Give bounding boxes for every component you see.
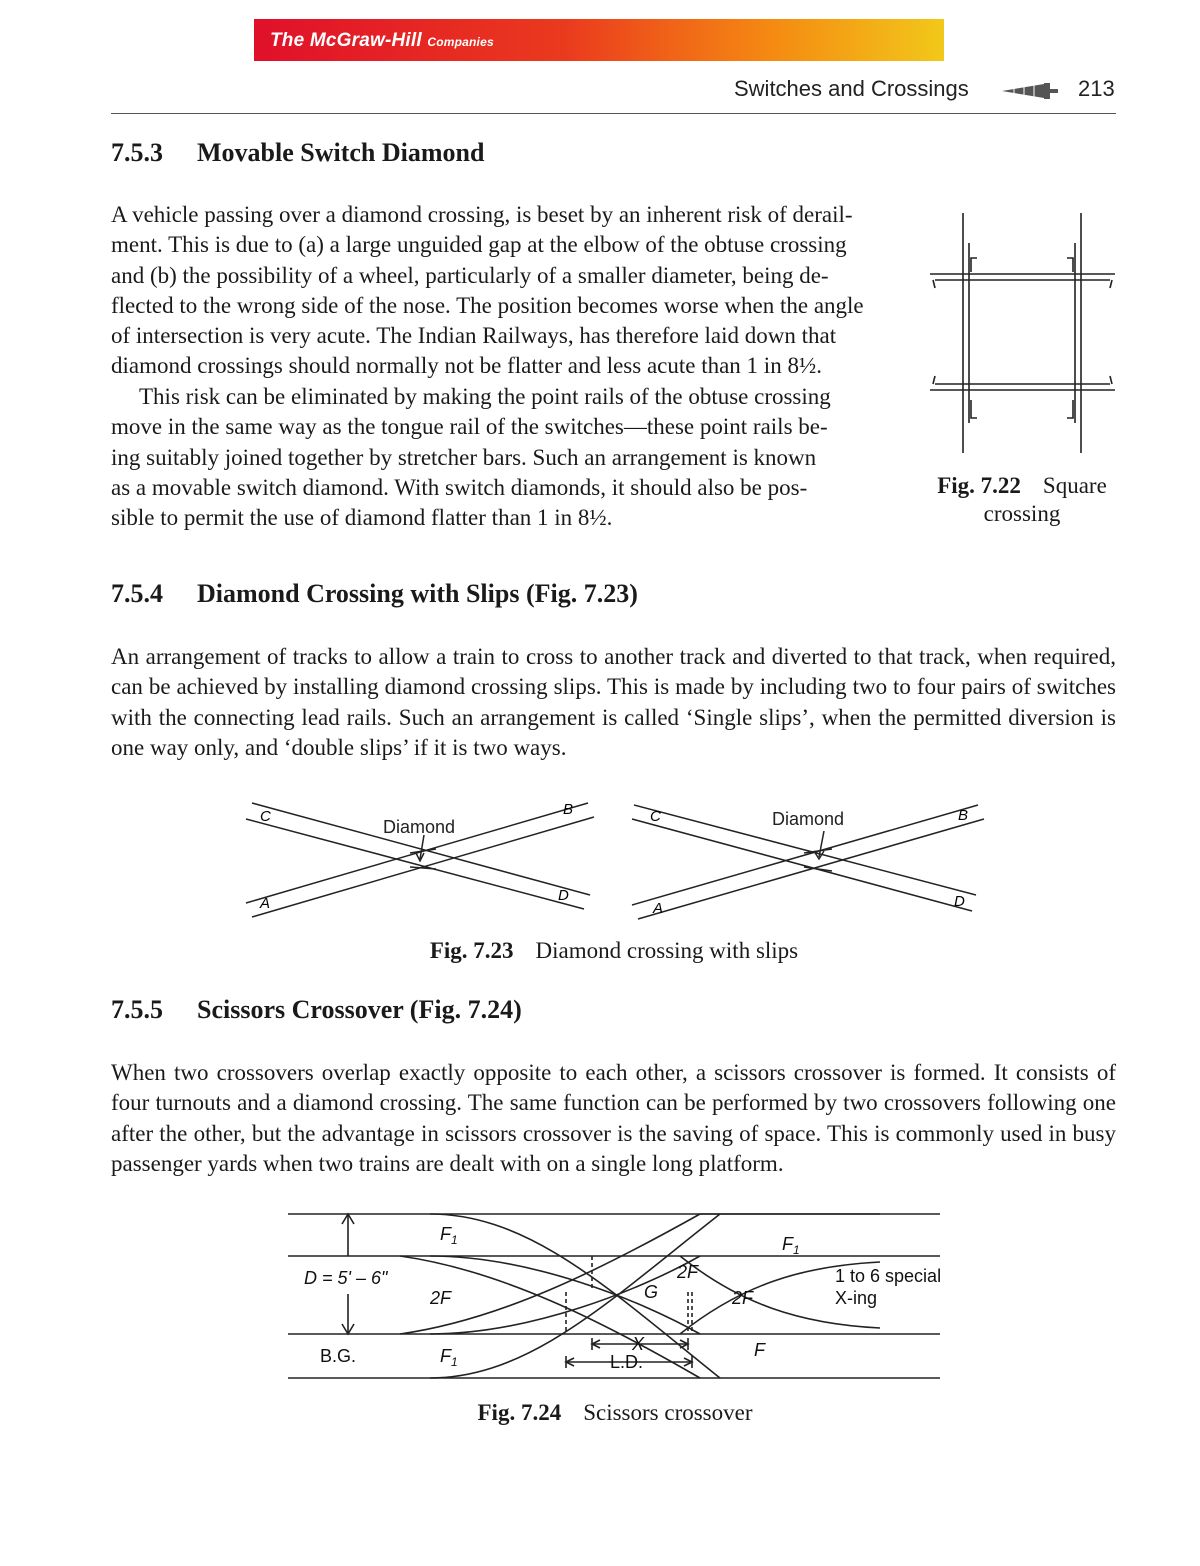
publisher-banner — [254, 19, 944, 61]
figure-number: Fig. 7.24 — [477, 1400, 562, 1425]
label-x: X — [632, 1334, 645, 1354]
section-title: Diamond Crossing with Slips (Fig. 7.23) — [197, 579, 638, 608]
square-crossing-figure — [925, 208, 1120, 458]
label-c: C — [650, 808, 661, 825]
label-2f-right: 2F — [732, 1288, 754, 1308]
section-title: Scissors Crossover (Fig. 7.24) — [197, 995, 522, 1024]
label-2f-mid: 2F — [677, 1262, 699, 1282]
label-subscript: 1 — [451, 1233, 458, 1247]
section-heading-7-5-4 — [111, 579, 638, 609]
section-number: 7.5.3 — [111, 138, 163, 167]
section-number: 7.5.5 — [111, 995, 163, 1024]
header-rule — [111, 113, 1116, 114]
text-line: move in the same way as the tongue rail of the switches—these point rails be- — [111, 414, 828, 440]
label-g: G — [644, 1282, 659, 1302]
text-line: ment. This is due to (a) a large unguided gap at the elbow of the obtuse crossing — [111, 232, 847, 258]
figure-caption-7-22 — [928, 473, 1116, 527]
text-line: flected to the wrong side of the nose. The position becomes worse when the angle — [111, 292, 864, 318]
paragraph-movable-switch-diamond-1 — [111, 200, 899, 382]
diamond-crossing-slips-right — [628, 795, 988, 925]
svg-text:F1 — [782, 1234, 800, 1257]
label-special-crossing: 1 to 6 special — [835, 1266, 942, 1286]
text-line: diamond crossings should normally not be flatter and less acute than 1 in 8½. — [111, 353, 822, 379]
label-diamond: Diamond — [383, 817, 456, 837]
label-b: B — [958, 807, 969, 824]
label-d: D — [558, 887, 569, 904]
label-2f-left: 2F — [430, 1288, 452, 1308]
label-gauge-distance: D = 5' – 6" — [304, 1268, 388, 1288]
running-title: Switches and Crossings — [734, 76, 969, 101]
label-broad-gauge: B.G. — [320, 1346, 357, 1366]
caption-text: Scissors crossover — [583, 1400, 753, 1425]
label-diamond: Diamond — [772, 809, 845, 829]
header-ornament-icon — [1000, 80, 1062, 102]
paragraph-diamond-crossing-slips: An arrangement of tracks to allow a train to cross to another track and diverted to that track, when required, can be achieved by installing diamond crossing slips. This is made by including two to four pairs of switches with the connecting lead rails. Such an arrangement is called ‘Single slips’, when the permitted diversion is one way only, and ‘double slips’ if it is two ways. — [111, 644, 1116, 760]
svg-text:F1 — [440, 1346, 458, 1369]
caption-text: crossing — [983, 501, 1061, 526]
figure-caption-7-23 — [0, 938, 1200, 964]
label-a: A — [260, 895, 271, 912]
section-heading-7-5-5 — [111, 995, 522, 1025]
scissors-crossover-figure — [280, 1200, 950, 1390]
diamond-crossing-slips-left — [240, 795, 600, 925]
text-line: A vehicle passing over a diamond crossing, is beset by an inherent risk of derail- — [111, 202, 853, 227]
publisher-name: The McGraw-Hill — [270, 30, 422, 51]
figure-number: Fig. 7.23 — [429, 938, 514, 963]
label-f1-bottom: F — [440, 1346, 451, 1366]
section-number: 7.5.4 — [111, 579, 163, 608]
label-special-crossing-2: X-ing — [835, 1288, 878, 1308]
text-line: sible to permit the use of diamond flatter than 1 in 8½. — [111, 505, 613, 531]
figure-caption-7-24 — [0, 1400, 1200, 1426]
paragraph-movable-switch-diamond-2 — [111, 382, 899, 533]
publisher-suffix: Companies — [427, 35, 494, 49]
svg-text:F1 — [440, 1224, 458, 1247]
text-line: as a movable switch diamond. With switch diamonds, it should also be pos- — [111, 474, 808, 500]
label-subscript: 1 — [793, 1243, 800, 1257]
page-number: 213 — [1078, 76, 1115, 101]
text-line: ing suitably joined together by stretcher bars. Such an arrangement is known — [111, 444, 817, 470]
publisher-logo — [270, 30, 494, 52]
label-f1-top-right: F — [782, 1234, 793, 1254]
paragraph-scissors-crossover: When two crossovers overlap exactly opposite to each other, a scissors crossover is formed. It consists of four turnouts and a diamond crossing. The same function can be performed by two crossovers following one after the other, but the advantage in scissors crossover is the saving of space. This is commonly used in busy passenger yards when two trains are dealt with on a single long platform. — [111, 1060, 1116, 1176]
text-line: and (b) the possibility of a wheel, particularly of a smaller diameter, being de- — [111, 262, 829, 288]
label-f: F — [754, 1340, 765, 1360]
label-a: A — [653, 900, 664, 917]
figure-number: Fig. 7.22 — [937, 473, 1021, 498]
label-d: D — [954, 893, 965, 910]
text-line: This risk can be eliminated by making the point rails of the obtuse crossing — [139, 384, 831, 409]
label-f1-top-left: F — [440, 1224, 451, 1244]
section-title: Movable Switch Diamond — [197, 138, 485, 167]
caption-text: Diamond crossing with slips — [535, 938, 799, 963]
section-heading-7-5-3 — [111, 138, 484, 168]
caption-text: Square — [1042, 473, 1107, 498]
label-c: C — [260, 808, 271, 825]
label-lead-distance: L.D. — [610, 1352, 644, 1372]
text-line: of intersection is very acute. The Indian Railways, has therefore laid down that — [111, 323, 837, 349]
label-subscript: 1 — [451, 1355, 458, 1369]
label-b: B — [563, 801, 574, 818]
